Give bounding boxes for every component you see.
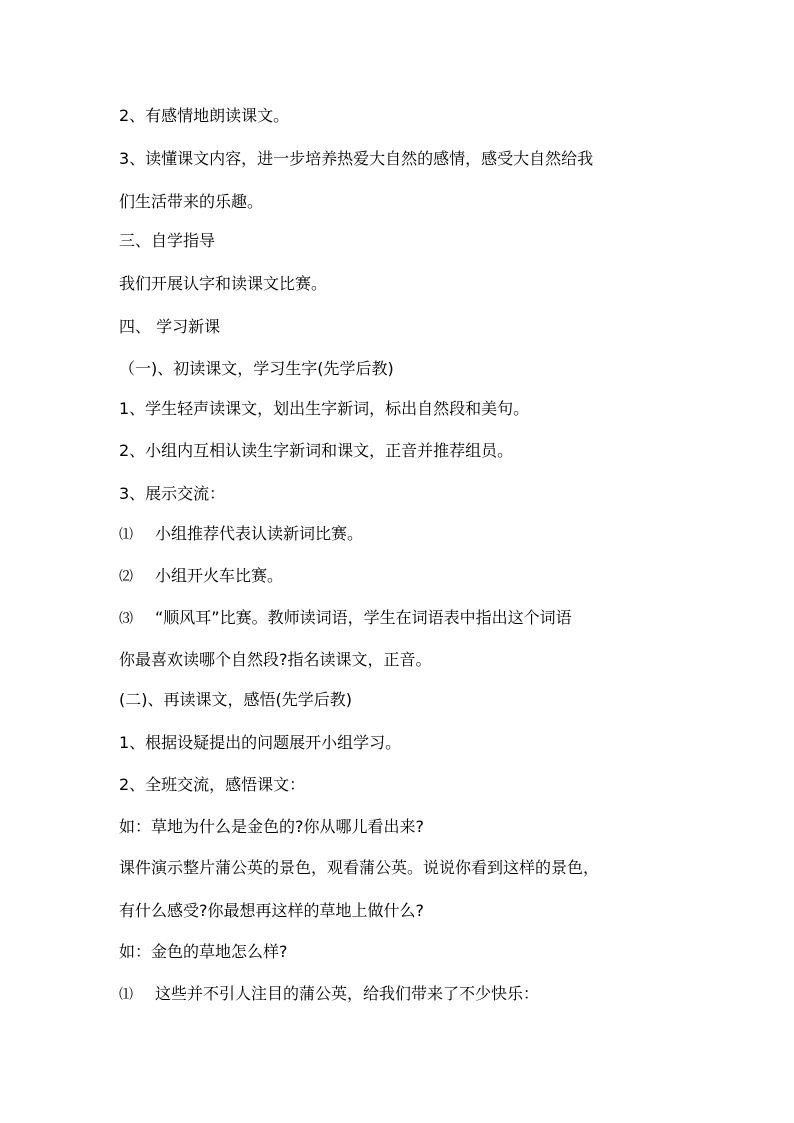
text-line: 2、全班交流，感悟课文： [119, 775, 306, 794]
numbered-item: ⑵ 小组开火车比赛。 [119, 566, 284, 585]
item-number: ⑴ [119, 987, 133, 1003]
text-line: 如：金色的草地怎么样? [119, 942, 288, 961]
numbered-item: ⑶ “顺风耳”比赛。教师读词语，学生在词语表中指出这个词语 [119, 608, 572, 627]
text-line: 们生活带来的乐趣。 [119, 192, 264, 211]
text-line: 1、根据设疑提出的问题展开小组学习。 [119, 733, 402, 752]
text-line: 有什么感受?你最想再这样的草地上做什么? [119, 901, 424, 920]
text-line: 课件演示整片蒲公英的景色，观看蒲公英。说说你看到这样的景色， [119, 858, 600, 877]
item-number: ⑶ [119, 611, 133, 627]
section-heading: 三、自学指导 [119, 231, 216, 250]
item-number: ⑴ [119, 527, 133, 543]
numbered-item: ⑴ 小组推荐代表认读新词比赛。 [119, 524, 364, 543]
text-line: 1、学生轻声读课文，划出生字新词，标出自然段和美句。 [119, 399, 530, 418]
text-line: 我们开展认字和读课文比赛。 [119, 274, 328, 293]
text-line: 如：草地为什么是金色的?你从哪儿看出来? [119, 817, 424, 836]
numbered-item: ⑴ 这些并不引人注目的蒲公英，给我们带来了不少快乐： [119, 984, 540, 1003]
subsection-heading: (二)、再读课文，感悟(先学后教) [119, 690, 352, 709]
text-line: 2、小组内互相认读生字新词和课文，正音并推荐组员。 [119, 441, 514, 460]
text-line: 3、读懂课文内容，进一步培养热爱大自然的感情，感受大自然给我 [119, 149, 594, 168]
text-line: 3、展示交流： [119, 484, 226, 503]
section-heading: 四、 学习新课 [119, 317, 221, 336]
item-number: ⑵ [119, 569, 133, 585]
text-line: 2、有感情地朗读课文。 [119, 106, 290, 125]
text-line: 你最喜欢读哪个自然段?指名读课文，正音。 [119, 650, 432, 669]
subsection-heading: （一)、初读课文，学习生字(先学后教) [119, 359, 394, 378]
